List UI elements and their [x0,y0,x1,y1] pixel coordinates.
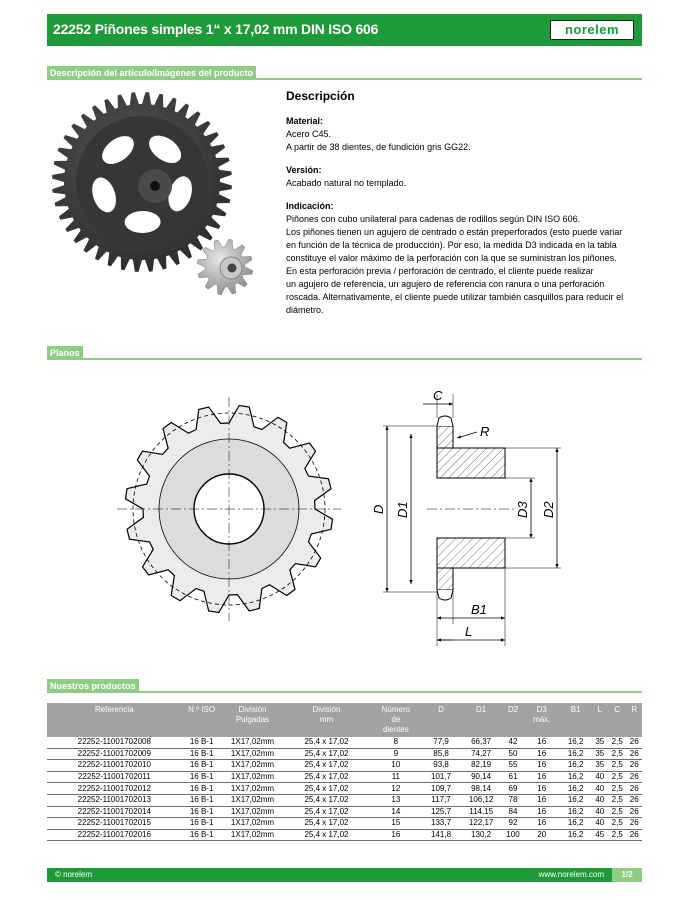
table-cell: 74,27 [460,748,502,760]
table-cell: 69 [502,783,524,795]
dim-label-L: L [465,624,473,639]
table-cell: 101,7 [422,771,460,783]
column-header: L [592,703,608,737]
table-cell: 14 [370,806,422,818]
indication-line: roscada. Alternativamente, el cliente puede utilizar también casquillos para reducir el [286,292,624,302]
table-row [47,829,642,841]
footer-bar [47,868,642,882]
dim-label-D1: D1 [395,501,410,518]
table-cell: 16 B-1 [182,794,222,806]
table-cell: 35 [592,737,608,748]
table-cell: 16,2 [560,748,592,760]
table-cell: 122,17 [460,818,502,830]
table-cell: 117,7 [422,794,460,806]
table-cell: 2,5 [608,806,626,818]
table-cell: 13 [370,794,422,806]
indication-line: un agujero de referencia, un agujero de referencia con ranura o una perforación [286,279,605,289]
table-cell: 42 [502,737,524,748]
table-cell: 125,7 [422,806,460,818]
table-cell: 16 [524,737,560,748]
section-description-images [47,66,642,80]
table-cell: 93,8 [422,760,460,772]
table-row [47,737,642,748]
table-cell: 98,14 [460,783,502,795]
table-cell: 22252-11001702013 [47,794,182,806]
small-sprocket-image [197,239,253,295]
table-cell: 133,7 [422,818,460,830]
table-cell: 16,2 [560,806,592,818]
table-cell: 40 [592,771,608,783]
table-cell: 40 [592,794,608,806]
table-cell: 25,4 x 17,02 [283,829,369,841]
indication-line: en función de la técnica de producción). Por eso, la medida D3 indicada en la tabla [286,240,617,250]
table-cell: 16,2 [560,818,592,830]
dim-label-D: D [371,504,386,514]
table-row [47,748,642,760]
table-cell: 16 B-1 [182,818,222,830]
dim-label-D3: D3 [515,501,530,518]
table-row [47,783,642,795]
copyright-text: © norelem [55,870,93,879]
table-cell: 16 B-1 [182,829,222,841]
table-cell: 106,12 [460,794,502,806]
column-header: N.º ISO [182,703,222,737]
front-view [117,397,341,621]
table-cell: 2,5 [608,737,626,748]
dim-label-R: R [480,424,490,439]
logo-text: norelem [564,22,620,37]
column-header: D [422,703,460,737]
column-header: División mm [283,703,369,737]
page-number: 1/2 [612,868,642,882]
table-cell: 1X17,02mm [222,794,284,806]
table-row [47,771,642,783]
table-cell: 16,2 [560,783,592,795]
table-cell: 114,15 [460,806,502,818]
indication-line: En esta perforación previa / perforación de centrado, el cliente puede realizar [286,266,594,276]
column-header: División Pulgadas [222,703,284,737]
table-cell: 85,8 [422,748,460,760]
table-body [47,737,642,841]
products-table [47,703,642,841]
column-header: R [626,703,642,737]
table-cell: 16 [524,794,560,806]
table-row [47,794,642,806]
table-row [47,760,642,772]
table-cell: 26 [626,748,642,760]
table-cell: 1X17,02mm [222,829,284,841]
description-block [286,90,646,317]
table-cell: 55 [502,760,524,772]
table-cell: 25,4 x 17,02 [283,818,369,830]
table-cell: 45 [592,829,608,841]
table-cell: 22252-11001702014 [47,806,182,818]
table-cell: 16 B-1 [182,771,222,783]
table-cell: 82,19 [460,760,502,772]
table-cell: 22252-11001702016 [47,829,182,841]
table-cell: 11 [370,771,422,783]
table-cell: 8 [370,737,422,748]
table-cell: 16,2 [560,794,592,806]
table-cell: 16,2 [560,737,592,748]
table-header [47,703,642,737]
table-cell: 2,5 [608,794,626,806]
product-image [47,90,277,315]
page-title: 22252 Piñones simples 1“ x 17,02 mm DIN ISO 606 [53,21,379,37]
table-cell: 26 [626,794,642,806]
table-cell: 16 [524,771,560,783]
table-cell: 26 [626,829,642,841]
table-row [47,806,642,818]
table-cell: 26 [626,818,642,830]
indication-line: diámetro. [286,305,324,315]
column-header: D3 máx. [524,703,560,737]
large-sprocket-image [52,92,232,272]
table-cell: 2,5 [608,771,626,783]
table-cell: 16,2 [560,829,592,841]
table-cell: 16,2 [560,771,592,783]
website-link[interactable]: www.norelem.com [538,870,604,879]
table-cell: 16 [524,748,560,760]
table-cell: 141,8 [422,829,460,841]
table-cell: 16 B-1 [182,748,222,760]
table-cell: 1X17,02mm [222,760,284,772]
table-cell: 9 [370,748,422,760]
indication-line: constituye el valor máximo de la perforación con la que se suministran los piñones. [286,253,617,263]
table-cell: 25,4 x 17,02 [283,794,369,806]
column-header: B1 [560,703,592,737]
material-line: A partir de 38 dientes, de fundición gris GG22. [286,142,471,152]
section-label: Descripción del artículo/Imágenes del producto [47,66,256,80]
material-label: Material: [286,116,324,126]
table-cell: 130,2 [460,829,502,841]
table-cell: 16 B-1 [182,783,222,795]
table-cell: 35 [592,760,608,772]
table-cell: 16 B-1 [182,806,222,818]
table-cell: 77,9 [422,737,460,748]
section-products [47,679,642,693]
table-cell: 16 [370,829,422,841]
table-cell: 2,5 [608,748,626,760]
table-cell: 26 [626,783,642,795]
version-text: Acabado natural no templado. [286,178,407,188]
table-cell: 1X17,02mm [222,806,284,818]
table-cell: 16 [524,818,560,830]
dim-label-B1: B1 [471,602,487,617]
version-label: Versión: [286,165,322,175]
table-cell: 20 [524,829,560,841]
table-cell: 78 [502,794,524,806]
side-section-view [371,388,561,646]
table-cell: 12 [370,783,422,795]
table-cell: 25,4 x 17,02 [283,760,369,772]
table-cell: 100 [502,829,524,841]
table-cell: 92 [502,818,524,830]
table-cell: 22252-11001702015 [47,818,182,830]
table-cell: 26 [626,737,642,748]
table-cell: 26 [626,760,642,772]
table-cell: 40 [592,818,608,830]
material-line: Acero C45. [286,129,332,139]
plate-bottom [437,568,453,590]
table-cell: 90,14 [460,771,502,783]
column-header: D1 [460,703,502,737]
table-cell: 25,4 x 17,02 [283,806,369,818]
indication-line: Piñones con cubo unilateral para cadenas de rodillos según DIN ISO 606. [286,214,581,224]
table-cell: 26 [626,806,642,818]
table-cell: 22252-11001702009 [47,748,182,760]
table-cell: 26 [626,771,642,783]
table-cell: 1X17,02mm [222,771,284,783]
table-cell: 16,2 [560,760,592,772]
table-cell: 15 [370,818,422,830]
table-cell: 50 [502,748,524,760]
table-cell: 2,5 [608,760,626,772]
table-cell: 25,4 x 17,02 [283,771,369,783]
column-header: D2 [502,703,524,737]
column-header: C [608,703,626,737]
table-cell: 109,7 [422,783,460,795]
table-cell: 2,5 [608,829,626,841]
table-cell: 40 [592,783,608,795]
table-cell: 2,5 [608,818,626,830]
table-cell: 2,5 [608,783,626,795]
table-cell: 66,37 [460,737,502,748]
tooth-bottom [437,590,453,600]
table-row [47,818,642,830]
dim-label-D2: D2 [541,501,556,518]
table-cell: 1X17,02mm [222,748,284,760]
table-cell: 1X17,02mm [222,783,284,795]
table-cell: 25,4 x 17,02 [283,748,369,760]
table-cell: 16 B-1 [182,760,222,772]
table-cell: 16 [524,760,560,772]
plate-top [437,426,453,448]
table-cell: 16 B-1 [182,737,222,748]
table-cell: 35 [592,748,608,760]
table-cell: 22252-11001702012 [47,783,182,795]
hub-section-top [437,448,505,478]
tooth-top [437,416,453,426]
table-cell: 16 [524,806,560,818]
table-cell: 84 [502,806,524,818]
dim-label-C: C [433,388,443,403]
section-plans [47,346,642,360]
indication-label: Indicación: [286,201,334,211]
table-cell: 61 [502,771,524,783]
table-cell: 16 [524,783,560,795]
table-cell: 1X17,02mm [222,737,284,748]
norelem-logo [550,20,634,40]
description-heading: Descripción [286,89,355,103]
table-cell: 22252-11001702010 [47,760,182,772]
technical-drawing [47,370,642,660]
table-cell: 40 [592,806,608,818]
header-bar [47,14,642,46]
section-label: Nuestros productos [47,679,139,693]
table-cell: 10 [370,760,422,772]
table-cell: 25,4 x 17,02 [283,783,369,795]
table-cell: 22252-11001702011 [47,771,182,783]
indication-line: Los piñones tienen un agujero de centrado o están preperforados (esto puede variar [286,227,623,237]
section-label: Planos [47,346,83,360]
table-cell: 22252-11001702008 [47,737,182,748]
table-cell: 1X17,02mm [222,818,284,830]
hub-section-bottom [437,538,505,568]
table-cell: 25,4 x 17,02 [283,737,369,748]
column-header: Número de dientes [370,703,422,737]
column-header: Referencia [47,703,182,737]
